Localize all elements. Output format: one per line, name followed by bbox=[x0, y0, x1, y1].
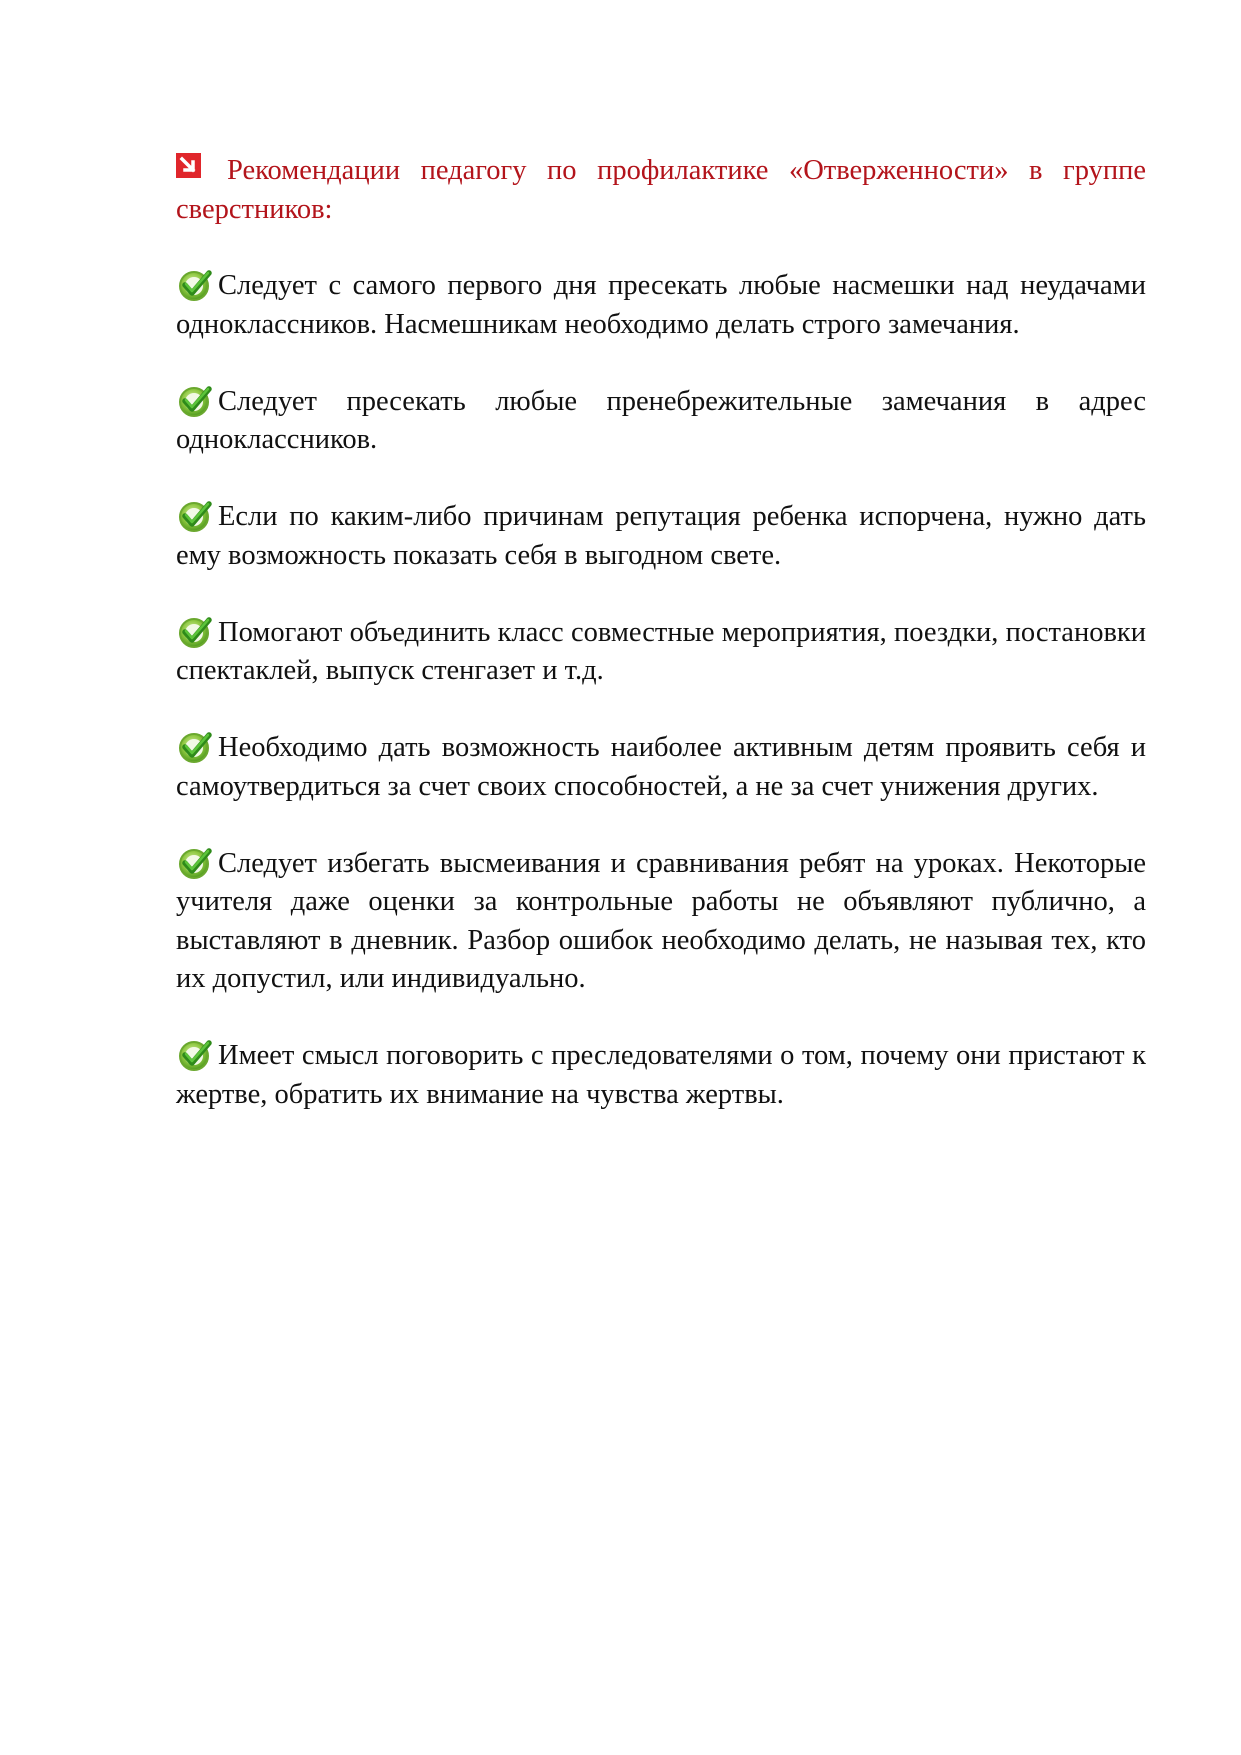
green-checkmark-icon bbox=[176, 846, 214, 880]
green-checkmark-icon bbox=[176, 615, 214, 649]
list-item-text: Если по каким-либо причинам репутация ребенка испорчена, нужно дать ему возможность показать себя в выгодном свете. bbox=[176, 501, 1146, 571]
list-item bbox=[176, 845, 1146, 999]
recommendations-list bbox=[176, 267, 1146, 1114]
list-item-text: Необходимо дать возможность наиболее активным детям проявить себя и самоутвердиться за счет своих способностей, а не за счет унижения других. bbox=[176, 732, 1146, 802]
list-item-text: Имеет смысл поговорить с преследователями о том, почему они пристают к жертве, обратить их внимание на чувства жертвы. bbox=[176, 1040, 1146, 1110]
list-item-text: Помогают объединить класс совместные мероприятия, поездки, постановки спектаклей, выпуск стенгазет и т.д. bbox=[176, 616, 1146, 686]
title-text: Рекомендации педагогу по профилактике «Отверженности» в группе сверстников: bbox=[176, 155, 1146, 225]
list-item bbox=[176, 1037, 1146, 1114]
list-item-text: Следует избегать высмеивания и сравнивания ребят на уроках. Некоторые учителя даже оценки за контрольные работы не объявляют публично, а выставляют в дневник. Разбор ошибок необходимо делать, не называя тех, кто их допустил, или индивидуально. bbox=[176, 847, 1146, 994]
list-item bbox=[176, 614, 1146, 691]
list-item-text: Следует с самого первого дня пресекать любые насмешки над неудачами одноклассников. Насмешникам необходимо делать строго замечания. bbox=[176, 270, 1146, 340]
list-item-text: Следует пресекать любые пренебрежительные замечания в адрес одноклассников. bbox=[176, 385, 1146, 455]
green-checkmark-icon bbox=[176, 499, 214, 533]
green-checkmark-icon bbox=[176, 1038, 214, 1072]
red-arrow-down-right-icon bbox=[176, 153, 201, 178]
green-checkmark-icon bbox=[176, 384, 214, 418]
list-item bbox=[176, 383, 1146, 460]
green-checkmark-icon bbox=[176, 268, 214, 302]
list-item bbox=[176, 267, 1146, 344]
recommendations-title bbox=[176, 152, 1146, 229]
document-page bbox=[176, 152, 1146, 1153]
list-item bbox=[176, 498, 1146, 575]
list-item bbox=[176, 729, 1146, 806]
green-checkmark-icon bbox=[176, 730, 214, 764]
